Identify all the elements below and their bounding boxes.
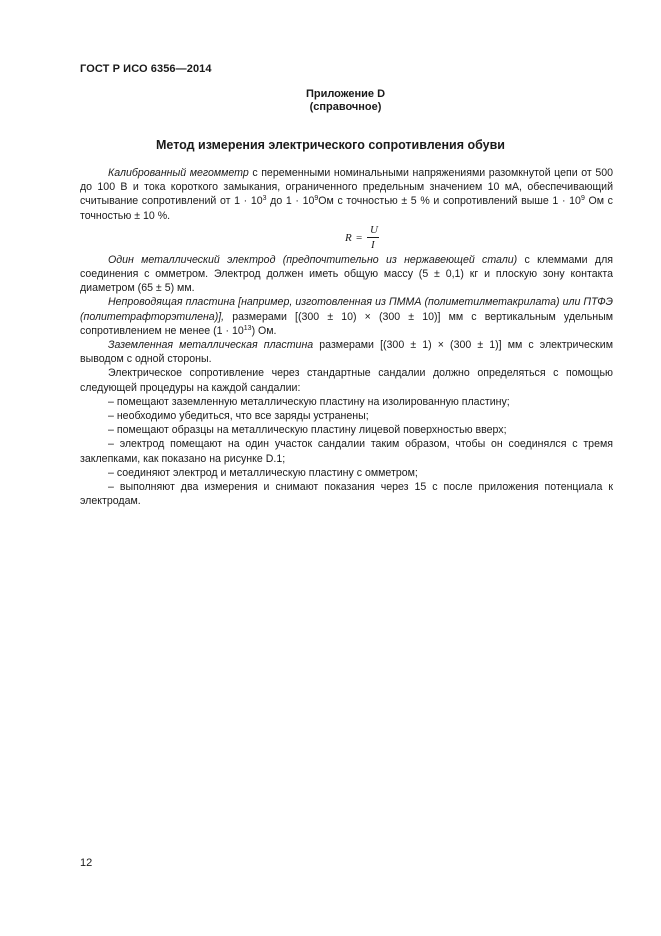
- appendix-heading: [0, 88, 661, 114]
- paragraph-text: с переменными номинальными напряжениями разомкнутой цепи от: [248, 167, 592, 179]
- paragraph-text: с клеммами для соединения с омметром. Электрод должен иметь общую массу (5 ± 0,1) кг и плоскую зону контакта диаметром (65 ± 5) мм.: [80, 253, 613, 295]
- exponent: 13: [243, 324, 252, 332]
- page-number: 12: [80, 857, 93, 869]
- formula-equals: =: [356, 231, 363, 244]
- term-electrode: Один металлический электрод (предпочтительно из нержавеющей стали): [108, 253, 518, 266]
- procedure-step: – необходимо убедиться, что все заряды устранены;: [108, 410, 369, 423]
- exponent: 9: [314, 195, 319, 203]
- formula-numerator: U: [370, 223, 378, 236]
- paragraph-text: сопротивлений выше 1 · 10: [442, 195, 581, 208]
- procedure-step: – соединяют электрод и металлическую пластину с омметром;: [108, 466, 418, 479]
- paragraph-text: обеспечивающий считывание сопротивлений от 1 · 10: [80, 181, 613, 208]
- exponent: 3: [262, 195, 267, 203]
- paragraph-grounded-plate: [80, 338, 613, 366]
- paragraph-text: ) Ом.: [251, 324, 277, 337]
- paragraph-text: размерами [(300 ± 10) × (300 ± 10)] мм с вертикальным удельным сопротивлением не менее (1 · 10: [80, 310, 613, 337]
- document-body: [80, 166, 613, 508]
- formula-lhs: R: [345, 231, 352, 244]
- term-megohmmeter: Калиброванный мегомметр: [108, 167, 249, 179]
- appendix-type: (справочное): [309, 101, 382, 113]
- procedure-step: – электрод помещают на один участок сандалии таким образом, чтобы он соединялся с тремя заклепками, как показано на рисунке D.1;: [80, 438, 613, 465]
- paragraph-insulating-plate: [80, 295, 613, 338]
- paragraph-text: Ом с точностью ± 5 % и: [318, 195, 440, 208]
- paragraph-text: 500 до 100 В и тока короткого замыкания, ограниченного предельным значением 10 мА,: [80, 167, 613, 194]
- procedure-step: – помещают образцы на металлическую пластину лицевой поверхностью вверх;: [108, 424, 507, 437]
- formula-resistance: [80, 223, 613, 253]
- term-insulating-plate: Непроводящая пластина [например, изготовленная из ПММА (полиметилметакрилата) или ПТФЭ (политетрафторэтилена)],: [80, 296, 613, 323]
- paragraph-text: размерами [(300 ± 1) × (300 ± 1)] мм с электрическим выводом с одной стороны.: [80, 339, 614, 366]
- paragraph-megohmmeter: [80, 166, 613, 223]
- exponent: 9: [580, 195, 585, 203]
- procedure-step: – помещают заземленную металлическую пластину на изолированную пластину;: [108, 395, 510, 408]
- paragraph-text: до 1 · 10: [266, 195, 315, 208]
- appendix-label: Приложение D: [305, 88, 386, 100]
- paragraph-electrode: [80, 253, 613, 296]
- paragraph-text: Ом с точностью ± 10 %.: [80, 195, 613, 222]
- section-title: Метод измерения электрического сопротивления обуви: [156, 138, 505, 152]
- term-grounded-plate: Заземленная металлическая пластина: [108, 339, 314, 352]
- procedure-step: – выполняют два измерения и снимают показания через 15 с после приложения потенциала к электродам.: [80, 481, 613, 508]
- document-standard-id: ГОСТ Р ИСО 6356—2014: [80, 63, 212, 75]
- formula-denominator: I: [371, 238, 375, 251]
- paragraph-procedure: Электрическое сопротивление через стандартные сандалии должно определяться с помощью следующей процедуры на каждой сандалии:: [80, 367, 613, 394]
